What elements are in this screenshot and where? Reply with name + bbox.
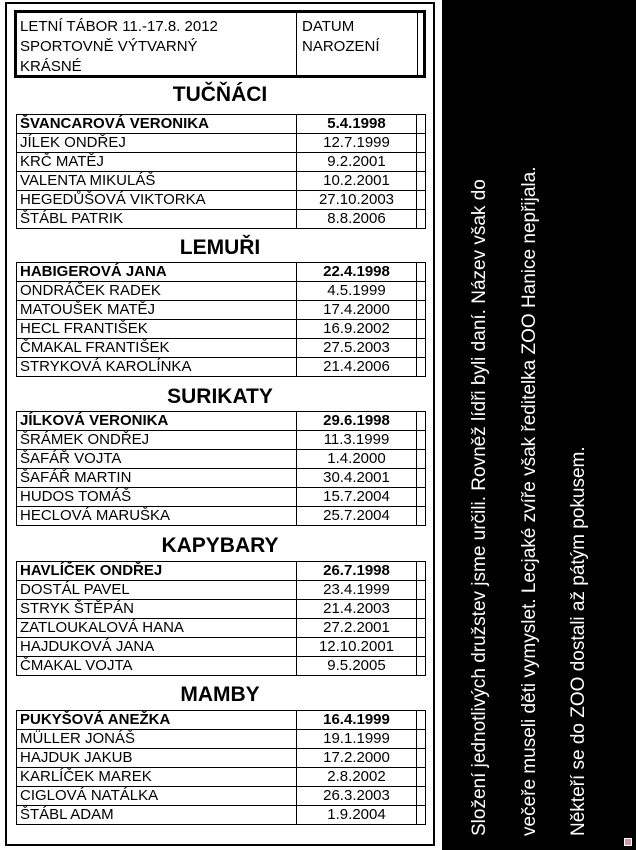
member-name: HAJDUKOVÁ JANA: [17, 638, 297, 657]
note-line-3: Někteří se do ZOO dostali až pátým pokusem.: [568, 446, 589, 836]
member-date: 27.5.2003: [297, 339, 417, 358]
table-row: [17, 749, 426, 768]
table-row: [17, 450, 426, 469]
member-name: PUKYŠOVÁ ANEŽKA: [17, 711, 297, 730]
member-name: ŠTÁBL ADAM: [17, 806, 297, 825]
table-row: [17, 134, 426, 153]
member-date: 4.5.1999: [297, 282, 417, 301]
table-row: [17, 488, 426, 507]
table-row: [17, 191, 426, 210]
table-row: [17, 507, 426, 526]
member-date: 25.7.2004: [297, 507, 417, 526]
member-date: 22.4.1998: [297, 263, 417, 282]
table-row: [17, 358, 426, 377]
member-date: 17.2.2000: [297, 749, 417, 768]
member-date: 12.7.1999: [297, 134, 417, 153]
table-row: [17, 657, 426, 676]
group-title: KAPYBARY: [161, 534, 279, 557]
member-name: HABIGEROVÁ JANA: [17, 263, 297, 282]
slide-marker-icon: [624, 838, 632, 846]
table-row: [17, 210, 426, 229]
table-row: [17, 301, 426, 320]
member-date: 5.4.1998: [297, 115, 417, 134]
member-date: 9.5.2005: [297, 657, 417, 676]
member-name: HECLOVÁ MARUŠKA: [17, 507, 297, 526]
table-row: [17, 711, 426, 730]
member-date: 15.7.2004: [297, 488, 417, 507]
group-title: SURIKATY: [167, 385, 273, 408]
group-table: [16, 114, 426, 229]
header-box: [14, 10, 426, 78]
table-row: [17, 431, 426, 450]
table-row: [17, 172, 426, 191]
member-name: HEGEDŮŠOVÁ VIKTORKA: [17, 191, 297, 210]
member-date: 19.1.1999: [297, 730, 417, 749]
member-date: 26.7.1998: [297, 562, 417, 581]
member-name: DOSTÁL PAVEL: [17, 581, 297, 600]
member-name: ČMAKAL VOJTA: [17, 657, 297, 676]
table-row: [17, 787, 426, 806]
table-row: [17, 562, 426, 581]
member-name: HECL FRANTIŠEK: [17, 320, 297, 339]
table-row: [17, 412, 426, 431]
group-table: [16, 561, 426, 676]
table-row: [17, 768, 426, 787]
member-name: MÜLLER JONÁŠ: [17, 730, 297, 749]
table-row: [17, 469, 426, 488]
group-title: TUČŇÁCI: [172, 83, 268, 106]
header-divider: [296, 13, 297, 75]
member-name: HAVLÍČEK ONDŘEJ: [17, 562, 297, 581]
member-date: 30.4.2001: [297, 469, 417, 488]
table-row: [17, 320, 426, 339]
table-row: [17, 339, 426, 358]
member-name: STRYK ŠTĚPÁN: [17, 600, 297, 619]
member-date: 1.4.2000: [297, 450, 417, 469]
group-table: [16, 710, 426, 825]
date-header-line1: DATUM: [302, 18, 355, 35]
note-text-block: [442, 0, 636, 850]
table-row: [17, 581, 426, 600]
member-date: 16.4.1999: [297, 711, 417, 730]
camp-subtitle: SPORTOVNĚ VÝTVARNÝ: [20, 38, 198, 55]
member-date: 11.3.1999: [297, 431, 417, 450]
member-date: 9.2.2001: [297, 153, 417, 172]
member-name: ŠAFÁŘ MARTIN: [17, 469, 297, 488]
member-date: 10.2.2001: [297, 172, 417, 191]
member-name: STRYKOVÁ KAROLÍNKA: [17, 358, 297, 377]
member-name: HUDOS TOMÁŠ: [17, 488, 297, 507]
group-title: LEMUŘI: [179, 236, 261, 259]
member-name: ŠRÁMEK ONDŘEJ: [17, 431, 297, 450]
member-name: ZATLOUKALOVÁ HANA: [17, 619, 297, 638]
member-date: 27.2.2001: [297, 619, 417, 638]
member-name: ONDRÁČEK RADEK: [17, 282, 297, 301]
member-date: 21.4.2006: [297, 358, 417, 377]
member-name: ČMAKAL FRANTIŠEK: [17, 339, 297, 358]
member-name: VALENTA MIKULÁŠ: [17, 172, 297, 191]
member-date: 27.10.2003: [297, 191, 417, 210]
group-table: [16, 411, 426, 526]
member-name: ŠVANCAROVÁ VERONIKA: [17, 115, 297, 134]
member-name: ŠAFÁŘ VOJTA: [17, 450, 297, 469]
member-date: 2.8.2002: [297, 768, 417, 787]
note-line-1: Složení jednotlivých družstev jsme určili. Rovněž lídři byli daní. Název však do: [469, 179, 490, 836]
member-date: 26.3.2003: [297, 787, 417, 806]
member-date: 16.9.2002: [297, 320, 417, 339]
table-row: [17, 115, 426, 134]
member-date: 17.4.2000: [297, 301, 417, 320]
camp-location: KRÁSNÉ: [20, 58, 82, 75]
member-name: KARLÍČEK MAREK: [17, 768, 297, 787]
table-row: [17, 806, 426, 825]
table-row: [17, 263, 426, 282]
member-date: 12.10.2001: [297, 638, 417, 657]
member-date: 21.4.2003: [297, 600, 417, 619]
date-header-line2: NAROZENÍ: [302, 38, 380, 55]
header-divider-extra: [417, 13, 418, 75]
group-table: [16, 262, 426, 377]
member-name: ŠTÁBL PATRIK: [17, 210, 297, 229]
table-row: [17, 730, 426, 749]
camp-title: LETNÍ TÁBOR 11.-17.8. 2012: [20, 18, 218, 35]
member-date: 1.9.2004: [297, 806, 417, 825]
table-row: [17, 619, 426, 638]
member-name: CIGLOVÁ NATÁLKA: [17, 787, 297, 806]
table-row: [17, 153, 426, 172]
member-date: 8.8.2006: [297, 210, 417, 229]
member-name: JÍLKOVÁ VERONIKA: [17, 412, 297, 431]
table-row: [17, 282, 426, 301]
member-date: 29.6.1998: [297, 412, 417, 431]
table-row: [17, 638, 426, 657]
member-date: 23.4.1999: [297, 581, 417, 600]
member-name: KRČ MATĚJ: [17, 153, 297, 172]
member-name: MATOUŠEK MATĚJ: [17, 301, 297, 320]
note-line-2: večeře museli děti vymyslet. Lecjaké zvíře však ředitelka ZOO Hanice nepřijala.: [519, 166, 540, 836]
member-name: JÍLEK ONDŘEJ: [17, 134, 297, 153]
table-row: [17, 600, 426, 619]
group-title: MAMBY: [180, 683, 260, 706]
member-name: HAJDUK JAKUB: [17, 749, 297, 768]
